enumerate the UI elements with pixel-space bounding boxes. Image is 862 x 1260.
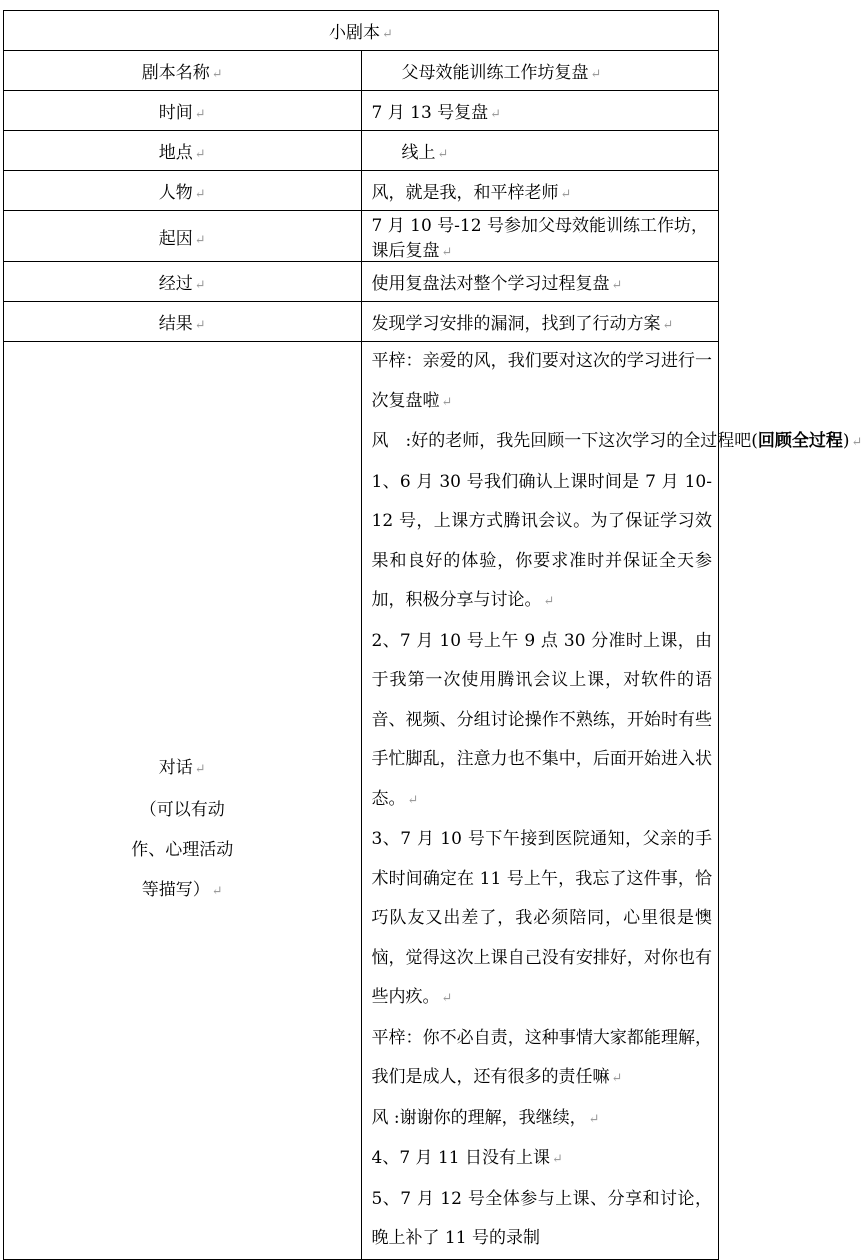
dialogue-paragraph	[372, 1139, 713, 1180]
row-label-text: 经过	[159, 274, 193, 294]
paragraph-mark: ↵	[852, 435, 862, 450]
dialogue-text: 2、7 月 10 号上午 9 点 30 分准时上课，由于我第一次使用腾讯会议上课，对软件的语音、视频、分组讨论操作不熟练，开始时有些手忙脚乱，注意力也不集中，后面开始进入状态。	[372, 631, 713, 809]
row-value	[361, 211, 719, 262]
table-row	[4, 262, 719, 302]
dialogue-text: 4、7 月 11 日没有上课	[372, 1148, 550, 1168]
row-label	[4, 51, 362, 91]
row-label-text: 人物	[159, 183, 193, 203]
dialogue-label	[4, 342, 362, 1260]
dialogue-row	[4, 342, 719, 1260]
dialogue-paragraph	[372, 463, 713, 622]
dialogue-paragraph	[372, 1019, 713, 1099]
row-value-text: 线上	[402, 143, 436, 163]
row-label	[4, 91, 362, 131]
row-label	[4, 262, 362, 302]
paragraph-mark: ↵	[408, 793, 419, 808]
dialogue-paragraph	[372, 820, 713, 1019]
paragraph-mark: ↵	[612, 278, 623, 293]
table-title-row	[4, 11, 719, 51]
dialogue-text: 平梓：亲爱的风，我们要对这次的学习进行一次复盘啦	[372, 351, 713, 411]
row-value-text: 风，就是我，和平梓老师	[372, 183, 559, 203]
paragraph-mark: ↵	[195, 107, 206, 122]
paragraph-mark: ↵	[663, 318, 674, 333]
dialogue-paragraph	[372, 1180, 713, 1259]
table-row	[4, 91, 719, 131]
table-row	[4, 211, 719, 262]
table-row	[4, 302, 719, 342]
dialogue-text: )	[843, 431, 850, 451]
paragraph-mark: ↵	[195, 762, 206, 777]
dialogue-paragraph	[372, 422, 713, 463]
dialogue-label-text: 等描写）	[142, 880, 210, 900]
paragraph-mark: ↵	[195, 318, 206, 333]
row-value-text: 7 月 13 号复盘	[372, 103, 489, 123]
row-label	[4, 131, 362, 171]
table-row	[4, 131, 719, 171]
row-label	[4, 302, 362, 342]
row-value-text: 父母效能训练工作坊复盘	[402, 63, 589, 83]
table-row	[4, 171, 719, 211]
paragraph-mark: ↵	[438, 147, 449, 162]
dialogue-label-text: 对话	[159, 758, 193, 778]
dialogue-content	[361, 342, 719, 1260]
paragraph-mark: ↵	[195, 278, 206, 293]
row-value-text: 使用复盘法对整个学习过程复盘	[372, 274, 610, 294]
row-value	[361, 302, 719, 342]
paragraph-mark: ↵	[591, 67, 602, 82]
dialogue-paragraph	[372, 342, 713, 422]
row-value	[361, 51, 719, 91]
table-title	[4, 11, 719, 51]
row-value-text: 7 月 10 号-12 号参加父母效能训练工作坊，课后复盘	[372, 216, 708, 261]
paragraph-mark: ↵	[195, 187, 206, 202]
row-label-text: 时间	[159, 103, 193, 123]
row-value	[361, 131, 719, 171]
paragraph-mark: ↵	[442, 245, 453, 260]
paragraph-mark: ↵	[552, 1152, 563, 1167]
row-value	[361, 262, 719, 302]
dialogue-text: 平梓：你不必自责，这种事情大家都能理解，我们是成人，还有很多的责任嘛	[372, 1028, 713, 1088]
table-title-text: 小剧本	[329, 23, 380, 43]
paragraph-mark: ↵	[195, 147, 206, 162]
paragraph-mark: ↵	[442, 991, 453, 1006]
paragraph-mark: ↵	[382, 27, 393, 42]
row-value-text: 发现学习安排的漏洞，找到了行动方案	[372, 314, 661, 334]
dialogue-paragraph	[372, 622, 713, 821]
paragraph-mark: ↵	[442, 395, 453, 410]
row-label-text: 起因	[159, 229, 193, 249]
paragraph-mark: ↵	[561, 187, 572, 202]
row-label-text: 结果	[159, 314, 193, 334]
row-value	[361, 91, 719, 131]
paragraph-mark: ↵	[544, 594, 555, 609]
paragraph-mark: ↵	[195, 233, 206, 248]
paragraph-mark: ↵	[612, 1071, 623, 1086]
dialogue-label-line	[4, 870, 361, 912]
dialogue-label-line: （可以有动	[4, 790, 361, 830]
dialogue-bold-text: 回顾全过程	[758, 431, 843, 451]
document-page	[3, 10, 719, 1260]
row-label	[4, 171, 362, 211]
row-label	[4, 211, 362, 262]
dialogue-text: 风 :谢谢你的理解，我继续，	[372, 1108, 587, 1128]
table-row	[4, 51, 719, 91]
script-table	[3, 10, 719, 1260]
row-label-text: 剧本名称	[142, 63, 210, 83]
dialogue-text: 1、6 月 30 号我们确认上课时间是 7 月 10-12 号，上课方式腾讯会议。为了保证学习效果和良好的体验，你要求准时并保证全天参加，积极分享与讨论。	[372, 472, 713, 611]
paragraph-mark: ↵	[589, 1112, 600, 1127]
row-value	[361, 171, 719, 211]
dialogue-text: 风 :好的老师，我先回顾一下这次学习的全过程吧(	[372, 431, 758, 451]
row-label-text: 地点	[159, 143, 193, 163]
dialogue-label-line: 作、心理活动	[4, 830, 361, 870]
dialogue-paragraph	[372, 1099, 713, 1140]
paragraph-mark: ↵	[490, 107, 501, 122]
dialogue-text: 5、7 月 12 号全体参与上课、分享和讨论，晚上补了 11 号的录制	[372, 1189, 713, 1249]
paragraph-mark: ↵	[212, 67, 223, 82]
dialogue-text: 3、7 月 10 号下午接到医院通知，父亲的手术时间确定在 11 号上午，我忘了这件事，恰巧队友又出差了，我必须陪同，心里很是懊恼，觉得这次上课自己没有安排好，对你也有些内疚。	[372, 829, 713, 1007]
dialogue-label-line	[4, 748, 361, 790]
paragraph-mark: ↵	[212, 884, 223, 899]
